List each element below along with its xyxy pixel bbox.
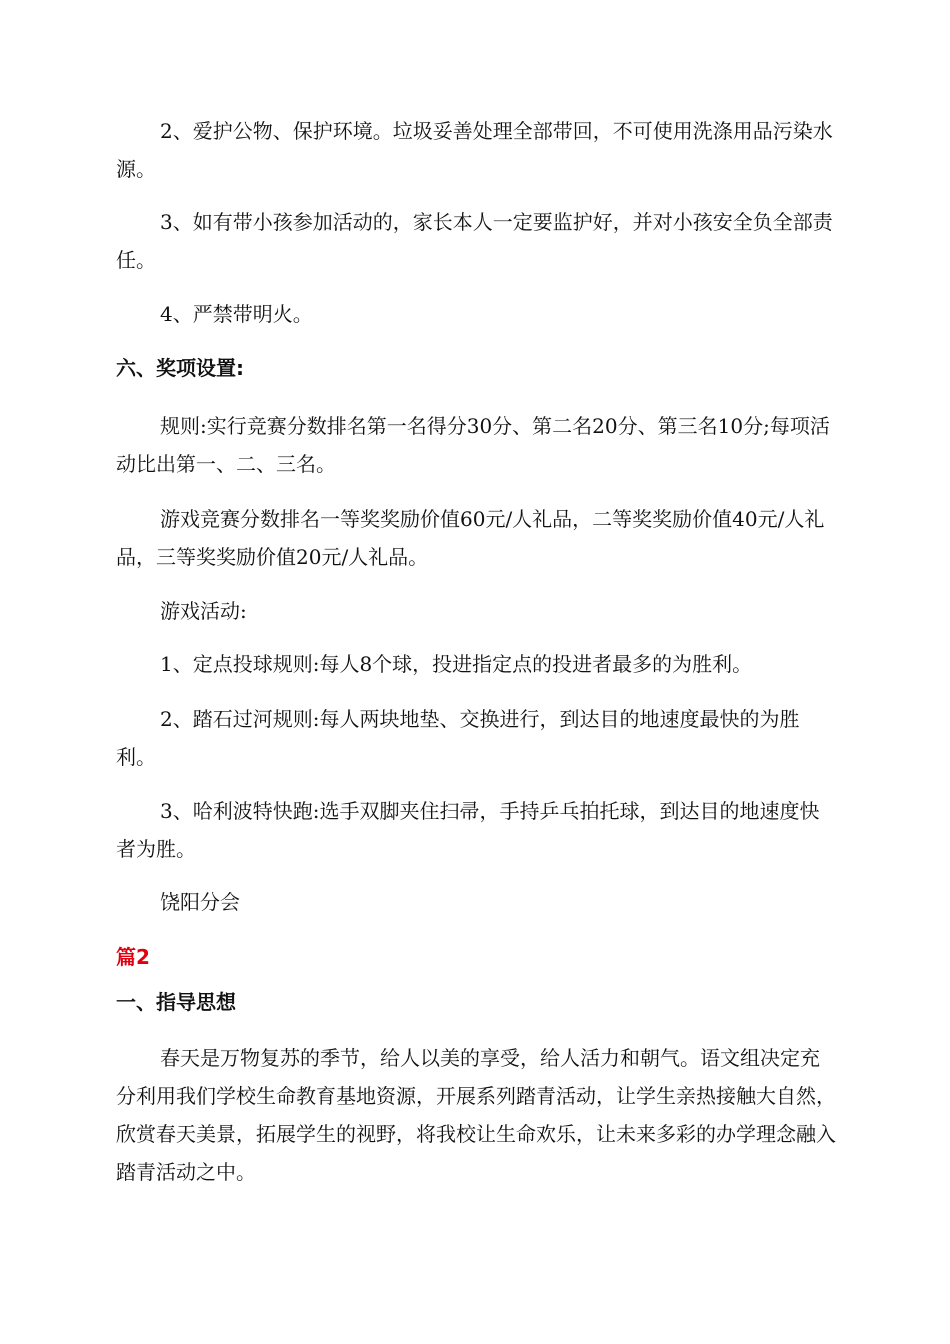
scoring-rule-paragraph: 规则:实行竞赛分数排名第一名得分30分、第二名20分、第三名10分;每项活动比出第一、二、三名。: [116, 414, 830, 476]
game-prizes-paragraph: 游戏竞赛分数排名一等奖奖励价值60元/人礼品，二等奖奖励价值40元/人礼品，三等奖奖励价值20元/人礼品。: [116, 507, 825, 569]
part-2-heading: 篇2: [116, 945, 150, 969]
rule-item-4: 4、严禁带明火。: [160, 302, 313, 326]
rule-item-2: 2、爱护公物、保护环境。垃圾妥善处理全部带回，不可使用洗涤用品污染水源。: [116, 119, 833, 181]
game-item-2: 2、踏石过河规则:每人两块地垫、交换进行，到达目的地速度最快的为胜利。: [116, 707, 800, 769]
games-title: 游戏活动:: [160, 599, 247, 623]
guiding-thought-paragraph: 春天是万物复苏的季节，给人以美的享受，给人活力和朝气。语文组决定充分利用我们学校生命教育基地资源，开展系列踏青活动，让学生亲热接触大自然，欣赏春天美景，拓展学生的视野，将我校让生命欢乐，让未来多彩的办学理念融入踏青活动之中。: [116, 1046, 836, 1184]
section-heading-guiding-thought: 一、指导思想: [116, 990, 236, 1014]
game-item-3: 3、哈利波特快跑:选手双脚夹住扫帚，手持乒乓拍托球，到达目的地速度快者为胜。: [116, 799, 820, 861]
rule-item-3: 3、如有带小孩参加活动的，家长本人一定要监护好，并对小孩安全负全部责任。: [116, 210, 833, 272]
section-heading-awards: 六、奖项设置:: [116, 356, 244, 380]
signature: 饶阳分会: [160, 890, 240, 914]
game-item-1: 1、定点投球规则:每人8个球，投进指定点的投进者最多的为胜利。: [160, 652, 753, 676]
